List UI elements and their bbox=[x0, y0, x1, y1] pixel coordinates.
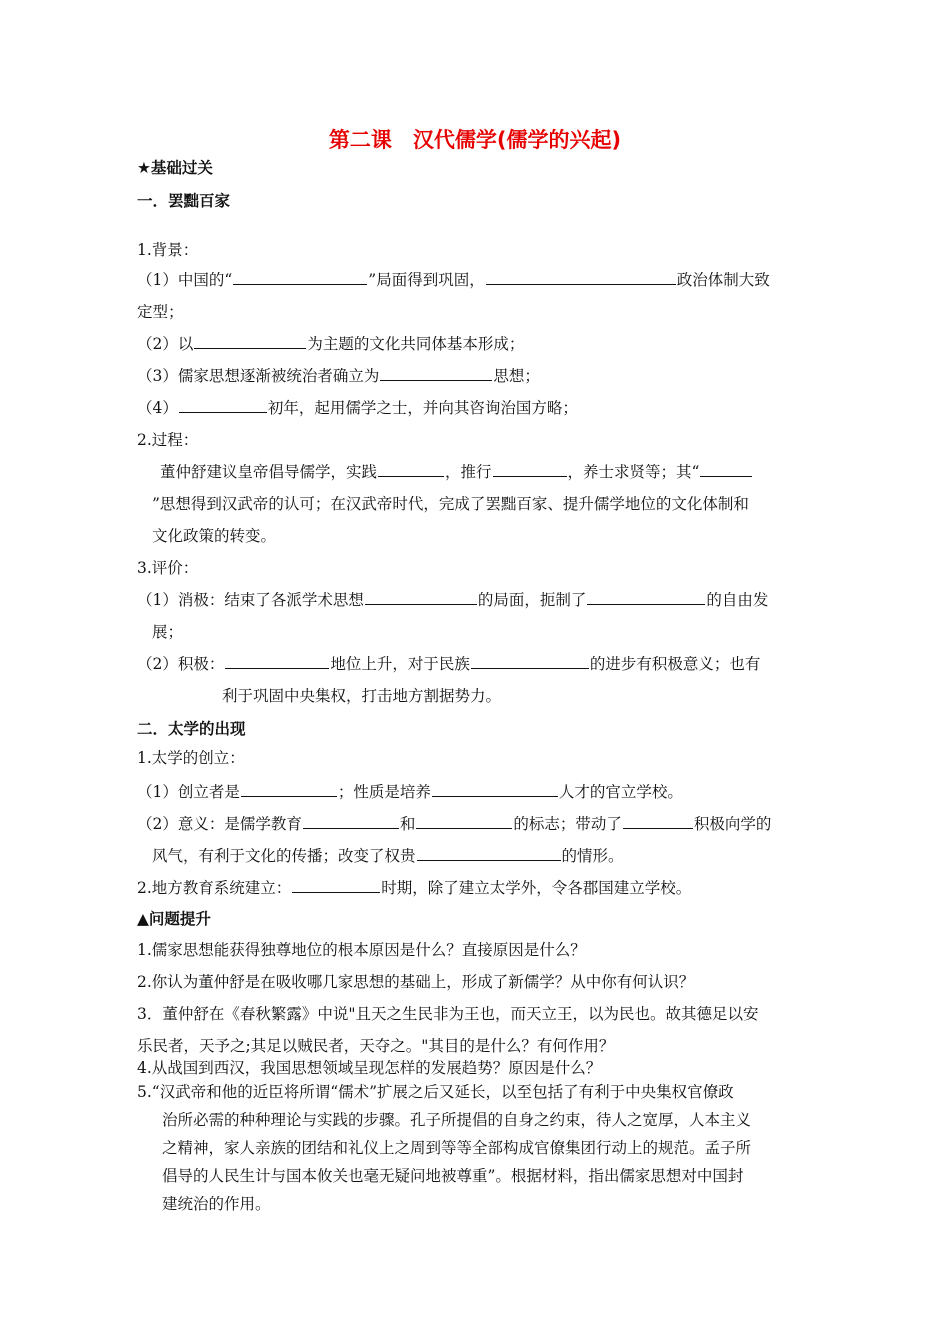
eval-item-2-cont: 利于巩固中央集权，打击地方割据势力。 bbox=[222, 687, 502, 705]
text-segment: 2.地方教育系统建立： bbox=[137, 879, 292, 897]
fill-blank[interactable] bbox=[416, 814, 512, 829]
fill-blank[interactable] bbox=[587, 590, 705, 605]
process-label: 2.过程： bbox=[137, 431, 199, 449]
local-education bbox=[137, 876, 691, 898]
text-segment: ”局面得到巩固， bbox=[368, 271, 485, 289]
text-segment: （3）儒家思想逐渐被统治者确立为 bbox=[137, 367, 380, 385]
bg-item-3 bbox=[137, 364, 540, 386]
text-segment: 政治体制大致 bbox=[676, 271, 770, 289]
bg-item-4 bbox=[137, 396, 578, 418]
fill-blank[interactable] bbox=[233, 270, 367, 285]
text-segment: ，推行 bbox=[445, 463, 492, 481]
fill-blank[interactable] bbox=[292, 878, 380, 893]
process-line-1 bbox=[160, 460, 753, 482]
fill-blank[interactable] bbox=[378, 462, 444, 477]
text-segment: （2）积极： bbox=[137, 655, 225, 673]
founding-item-2-cont bbox=[152, 844, 624, 866]
text-segment: 为主题的文化共同体基本形成； bbox=[307, 335, 525, 353]
founding-label: 1.太学的创立： bbox=[137, 749, 245, 767]
background-label: 1.背景： bbox=[137, 241, 199, 259]
eval-item-2 bbox=[137, 652, 760, 674]
text-segment: 积极向学的 bbox=[693, 815, 772, 833]
question-3: 3．董仲舒在《春秋繁露》中说"且天之生民非为王也，而天立王，以为民也。故其德足以安 bbox=[137, 1005, 759, 1023]
text-segment: （4） bbox=[137, 399, 178, 417]
question-1: 1.儒家思想能获得独尊地位的根本原因是什么？直接原因是什么？ bbox=[137, 941, 586, 959]
fill-blank[interactable] bbox=[225, 654, 329, 669]
fill-blank[interactable] bbox=[380, 366, 492, 381]
text-segment: 风气，有利于文化的传播；改变了权贵 bbox=[152, 847, 416, 865]
question-5-line-3: 之精神，家人亲族的团结和礼仪上之周到等等全部构成官僚集团行动上的规范。孟子所 bbox=[162, 1139, 752, 1157]
fill-blank[interactable] bbox=[623, 814, 693, 829]
eval-item-1 bbox=[137, 588, 768, 610]
text-segment: 地位上升，对于民族 bbox=[330, 655, 470, 673]
bg-item-2 bbox=[137, 332, 524, 354]
founding-item-2 bbox=[137, 812, 771, 834]
text-segment: 人才的官立学校。 bbox=[558, 783, 683, 801]
text-segment: （1）中国的“ bbox=[137, 271, 233, 289]
fill-blank[interactable] bbox=[365, 590, 477, 605]
text-segment: 和 bbox=[399, 815, 416, 833]
fill-blank[interactable] bbox=[179, 398, 267, 413]
question-5-line-2: 治所必需的种种理论与实践的步骤。孔子所提倡的自身之约束，待人之宽厚，人本主义 bbox=[162, 1111, 752, 1129]
question-5-line-5: 建统治的作用。 bbox=[162, 1195, 271, 1213]
text-segment: （1）创立者是 bbox=[137, 783, 240, 801]
text-segment: 的进步有积极意义；也有 bbox=[589, 655, 761, 673]
text-segment: ；性质是培养 bbox=[337, 783, 431, 801]
text-segment: （2）意义：是儒学教育 bbox=[137, 815, 302, 833]
question-3-cont: 乐民者，天予之;其足以贼民者，天夺之。"其目的是什么？有何作用？ bbox=[137, 1037, 615, 1055]
bg-item-1 bbox=[137, 268, 770, 290]
fill-blank[interactable] bbox=[194, 334, 306, 349]
text-segment: 的局面，扼制了 bbox=[477, 591, 587, 609]
section2-heading: 二．太学的出现 bbox=[137, 720, 246, 738]
process-line-3: 文化政策的转变。 bbox=[152, 527, 277, 545]
text-segment: 董仲舒建议皇帝倡导儒学，实践 bbox=[160, 463, 378, 481]
fill-blank[interactable] bbox=[417, 846, 561, 861]
eval-item-1-cont: 展； bbox=[152, 623, 184, 641]
bg-item-1-cont: 定型； bbox=[137, 303, 184, 321]
evaluation-label: 3.评价： bbox=[137, 559, 199, 577]
fill-blank[interactable] bbox=[432, 782, 558, 797]
text-segment: （2）以 bbox=[137, 335, 194, 353]
section1-heading: 一．罢黜百家 bbox=[137, 192, 231, 210]
fill-blank[interactable] bbox=[241, 782, 337, 797]
question-5: 5.“汉武帝和他的近臣将所谓“儒术”扩展之后又延长，以至包括了有利于中央集权官僚政 bbox=[137, 1083, 734, 1101]
text-segment: （1）消极：结束了各派学术思想 bbox=[137, 591, 364, 609]
fill-blank[interactable] bbox=[493, 462, 567, 477]
fill-blank[interactable] bbox=[486, 270, 676, 285]
text-segment: 初年，起用儒学之士，并向其咨询治国方略； bbox=[267, 399, 578, 417]
page-title: 第二课 汉代儒学(儒学的兴起) bbox=[328, 128, 622, 152]
fill-blank[interactable] bbox=[471, 654, 589, 669]
questions-heading: ▲问题提升 bbox=[137, 910, 211, 928]
text-segment: 思想； bbox=[493, 367, 540, 385]
process-line-2: ”思想得到汉武帝的认可；在汉武帝时代，完成了罢黜百家、提升儒学地位的文化体制和 bbox=[152, 495, 749, 513]
text-segment: 的自由发 bbox=[706, 591, 769, 609]
text-segment: 时期，除了建立太学外，令各郡国建立学校。 bbox=[381, 879, 692, 897]
text-segment: 的标志；带动了 bbox=[513, 815, 622, 833]
question-5-line-4: 倡导的人民生计与国本攸关也毫无疑问地被尊重”。根据材料，指出儒家思想对中国封 bbox=[162, 1167, 744, 1185]
base-heading: ★基础过关 bbox=[137, 159, 213, 177]
text-segment: 的情形。 bbox=[561, 847, 624, 865]
fill-blank[interactable] bbox=[700, 462, 752, 477]
question-2: 2.你认为董仲舒是在吸收哪几家思想的基础上，形成了新儒学？从中你有何认识？ bbox=[137, 973, 695, 991]
question-4: 4.从战国到西汉，我国思想领域呈现怎样的发展趋势？原因是什么？ bbox=[137, 1059, 602, 1077]
text-segment: ，养士求贤等；其“ bbox=[567, 463, 700, 481]
fill-blank[interactable] bbox=[303, 814, 399, 829]
founding-item-1 bbox=[137, 780, 683, 802]
